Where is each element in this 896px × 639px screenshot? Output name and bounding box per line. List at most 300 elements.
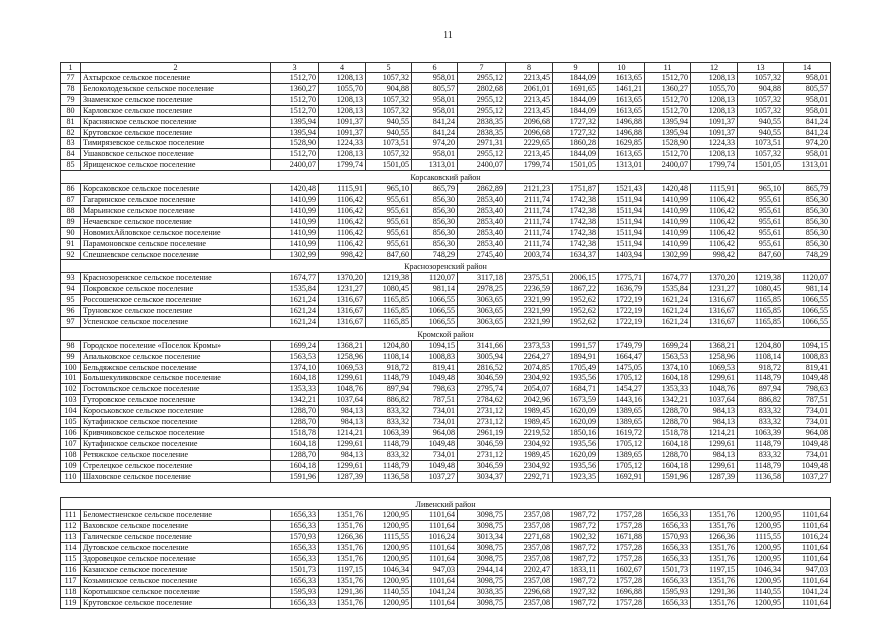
value-cell: 2111,74 [506, 216, 553, 227]
value-cell: 2955,12 [458, 105, 506, 116]
value-cell: 2853,40 [458, 227, 506, 238]
value-cell: 1410,99 [645, 205, 691, 216]
row-number: 78 [61, 83, 81, 94]
value-cell: 1080,45 [366, 284, 412, 295]
value-cell: 1512,70 [645, 73, 691, 84]
column-number-cell: 10 [599, 63, 645, 73]
value-cell: 1844,09 [553, 94, 599, 105]
value-cell: 1620,09 [553, 417, 599, 428]
value-cell: 833,32 [366, 449, 412, 460]
value-cell: 1219,38 [366, 273, 412, 284]
row-number: 115 [61, 554, 81, 565]
value-cell: 3098,75 [458, 597, 506, 608]
value-cell: 1115,91 [319, 184, 366, 195]
value-cell: 1049,48 [784, 373, 831, 384]
value-cell: 1313,01 [599, 160, 645, 171]
value-cell: 1140,55 [738, 586, 784, 597]
settlement-name: Корсаковское сельское поселение [81, 184, 271, 195]
value-cell: 1629,85 [599, 138, 645, 149]
value-cell: 1106,42 [691, 238, 738, 249]
value-cell: 2111,74 [506, 238, 553, 249]
value-cell: 1041,24 [412, 586, 458, 597]
value-cell: 1208,13 [319, 94, 366, 105]
value-cell: 2357,08 [506, 597, 553, 608]
value-cell: 1989,45 [506, 406, 553, 417]
value-cell: 1636,79 [599, 284, 645, 295]
value-cell: 856,30 [412, 194, 458, 205]
value-cell: 958,01 [784, 105, 831, 116]
value-cell: 1066,55 [412, 295, 458, 306]
value-cell: 1420,48 [645, 184, 691, 195]
value-cell: 1722,19 [599, 295, 645, 306]
value-cell: 1512,70 [271, 149, 319, 160]
value-cell: 1368,21 [691, 340, 738, 351]
value-cell: 1699,24 [271, 340, 319, 351]
value-cell: 1057,32 [738, 73, 784, 84]
value-cell: 1049,48 [412, 438, 458, 449]
value-cell: 1691,65 [553, 83, 599, 94]
value-cell: 1902,32 [553, 532, 599, 543]
value-cell: 886,82 [738, 395, 784, 406]
value-cell: 2745,40 [458, 249, 506, 260]
value-cell: 1501,73 [271, 564, 319, 575]
value-cell: 1749,79 [599, 340, 645, 351]
value-cell: 955,61 [366, 194, 412, 205]
value-cell: 1512,70 [645, 105, 691, 116]
value-cell: 1091,37 [691, 116, 738, 127]
value-cell: 965,10 [366, 184, 412, 195]
value-cell: 2006,15 [553, 273, 599, 284]
settlement-name: Коротышское сельское поселение [81, 586, 271, 597]
row-number: 114 [61, 543, 81, 554]
value-cell: 1952,62 [553, 306, 599, 317]
value-cell: 1200,95 [738, 575, 784, 586]
value-cell: 856,30 [412, 238, 458, 249]
settlement-name: Ретяжское сельское поселение [81, 449, 271, 460]
value-cell: 1208,13 [319, 73, 366, 84]
value-cell: 1288,70 [271, 406, 319, 417]
value-cell: 2955,12 [458, 149, 506, 160]
value-cell: 1055,70 [319, 83, 366, 94]
row-number: 101 [61, 373, 81, 384]
value-cell: 1063,39 [366, 428, 412, 439]
value-cell: 1200,95 [366, 554, 412, 565]
settlement-name: Казанское сельское поселение [81, 564, 271, 575]
table-row [61, 340, 831, 351]
column-number-cell: 3 [271, 63, 319, 73]
value-cell: 1844,09 [553, 149, 599, 160]
value-cell: 787,51 [784, 395, 831, 406]
settlement-name: Дутовское сельское поселение [81, 543, 271, 554]
value-cell: 1989,45 [506, 449, 553, 460]
value-cell: 3098,75 [458, 575, 506, 586]
value-cell: 1850,16 [553, 428, 599, 439]
value-cell: 1066,55 [784, 316, 831, 327]
value-cell: 1136,58 [366, 471, 412, 482]
value-cell: 1214,21 [691, 428, 738, 439]
settlement-name: Ярищенское сельское поселение [81, 160, 271, 171]
value-cell: 1674,77 [271, 273, 319, 284]
row-number: 98 [61, 340, 81, 351]
value-cell: 1136,58 [738, 471, 784, 482]
value-cell: 2373,53 [506, 340, 553, 351]
value-cell: 1073,51 [738, 138, 784, 149]
value-cell: 2236,59 [506, 284, 553, 295]
settlement-name: Беломестненское сельское поселение [81, 510, 271, 521]
value-cell: 1656,33 [271, 554, 319, 565]
value-cell: 1316,67 [319, 295, 366, 306]
row-number: 109 [61, 460, 81, 471]
column-number-cell: 6 [412, 63, 458, 73]
value-cell: 819,41 [412, 362, 458, 373]
value-cell: 1673,59 [553, 395, 599, 406]
value-cell: 2853,40 [458, 205, 506, 216]
value-cell: 2096,68 [506, 127, 553, 138]
value-cell: 1313,01 [784, 160, 831, 171]
value-cell: 1106,42 [319, 227, 366, 238]
value-cell: 984,13 [691, 449, 738, 460]
settlement-name: Здоровецкое сельское поселение [81, 554, 271, 565]
value-cell: 1299,61 [319, 460, 366, 471]
value-cell: 897,94 [366, 384, 412, 395]
value-cell: 1351,76 [691, 597, 738, 608]
value-cell: 1501,05 [366, 160, 412, 171]
value-cell: 958,01 [412, 94, 458, 105]
value-cell: 2213,45 [506, 105, 553, 116]
value-cell: 1894,91 [553, 351, 599, 362]
value-cell: 3063,65 [458, 306, 506, 317]
value-cell: 1604,18 [271, 438, 319, 449]
value-cell: 1742,38 [553, 238, 599, 249]
value-cell: 1844,09 [553, 73, 599, 84]
table-row [61, 94, 831, 105]
value-cell: 958,01 [412, 73, 458, 84]
table-row [61, 73, 831, 84]
row-number: 96 [61, 306, 81, 317]
settlement-name: Тимирязевское сельское поселение [81, 138, 271, 149]
value-cell: 1844,09 [553, 105, 599, 116]
settlement-name: Гуторовское сельское поселение [81, 395, 271, 406]
value-cell: 1208,13 [691, 73, 738, 84]
value-cell: 2816,52 [458, 362, 506, 373]
row-number: 105 [61, 417, 81, 428]
value-cell: 1219,38 [738, 273, 784, 284]
value-cell: 1987,72 [553, 543, 599, 554]
value-cell: 1208,13 [319, 149, 366, 160]
value-cell: 1634,37 [553, 249, 599, 260]
table-row [61, 205, 831, 216]
value-cell: 2202,47 [506, 564, 553, 575]
gap-cell [61, 482, 831, 497]
value-cell: 1351,76 [319, 575, 366, 586]
value-cell: 981,14 [412, 284, 458, 295]
district-header-row [61, 327, 831, 340]
value-cell: 1518,78 [271, 428, 319, 439]
value-cell: 856,30 [412, 205, 458, 216]
value-cell: 1200,95 [366, 510, 412, 521]
value-cell: 1101,64 [784, 554, 831, 565]
district-title: Кромской район [61, 327, 831, 340]
value-cell: 2213,45 [506, 94, 553, 105]
value-cell: 2111,74 [506, 227, 553, 238]
value-cell: 3098,75 [458, 510, 506, 521]
value-cell: 1115,55 [738, 532, 784, 543]
value-cell: 1757,28 [599, 575, 645, 586]
settlement-name: Городское поселение «Поселок Кромы» [81, 340, 271, 351]
district-header-row [61, 497, 831, 510]
value-cell: 1351,76 [691, 575, 738, 586]
value-cell: 1410,99 [645, 227, 691, 238]
value-cell: 1656,33 [645, 543, 691, 554]
district-header-row [61, 260, 831, 273]
value-cell: 1656,33 [645, 521, 691, 532]
column-number-cell: 8 [506, 63, 553, 73]
value-cell: 819,41 [784, 362, 831, 373]
value-cell: 955,61 [738, 216, 784, 227]
table-row [61, 575, 831, 586]
value-cell: 1987,72 [553, 510, 599, 521]
value-cell: 2357,08 [506, 554, 553, 565]
value-cell: 1757,28 [599, 554, 645, 565]
value-cell: 1656,33 [645, 575, 691, 586]
column-number-cell: 9 [553, 63, 599, 73]
settlement-name: Спешневское сельское поселение [81, 249, 271, 260]
value-cell: 918,72 [738, 362, 784, 373]
value-cell: 2304,92 [506, 373, 553, 384]
value-cell: 1208,13 [691, 105, 738, 116]
value-cell: 1258,96 [691, 351, 738, 362]
value-cell: 2357,08 [506, 543, 553, 554]
value-cell: 798,63 [784, 384, 831, 395]
column-number-cell: 7 [458, 63, 506, 73]
value-cell: 1165,85 [366, 306, 412, 317]
value-cell: 3034,37 [458, 471, 506, 482]
settlement-name: Кутафинское сельское поселение [81, 417, 271, 428]
value-cell: 1395,94 [645, 116, 691, 127]
value-cell: 3141,66 [458, 340, 506, 351]
value-cell: 984,13 [319, 417, 366, 428]
value-cell: 1200,95 [738, 543, 784, 554]
value-cell: 2111,74 [506, 205, 553, 216]
value-cell: 3117,18 [458, 273, 506, 284]
value-cell: 998,42 [319, 249, 366, 260]
value-cell: 1410,99 [645, 216, 691, 227]
value-cell: 1057,32 [738, 105, 784, 116]
value-cell: 940,55 [366, 127, 412, 138]
value-cell: 734,01 [784, 406, 831, 417]
value-cell: 1410,99 [271, 227, 319, 238]
value-cell: 1351,76 [691, 510, 738, 521]
settlement-name: Большекуликовское сельское поселение [81, 373, 271, 384]
value-cell: 2400,07 [271, 160, 319, 171]
value-cell: 1148,79 [366, 373, 412, 384]
value-cell: 1208,13 [319, 105, 366, 116]
value-cell: 1656,33 [271, 510, 319, 521]
value-cell: 2271,68 [506, 532, 553, 543]
value-cell: 2400,07 [458, 160, 506, 171]
table-row [61, 316, 831, 327]
row-number: 102 [61, 384, 81, 395]
value-cell: 1057,32 [366, 73, 412, 84]
value-cell: 1057,32 [366, 105, 412, 116]
value-cell: 1443,16 [599, 395, 645, 406]
value-cell: 3046,59 [458, 438, 506, 449]
value-cell: 974,20 [784, 138, 831, 149]
value-cell: 841,24 [784, 116, 831, 127]
section-gap [61, 482, 831, 497]
value-cell: 847,60 [738, 249, 784, 260]
value-cell: 1496,88 [599, 127, 645, 138]
value-cell: 1389,65 [599, 417, 645, 428]
row-number: 106 [61, 428, 81, 439]
settlement-name: Россошенское сельское поселение [81, 295, 271, 306]
row-number: 85 [61, 160, 81, 171]
value-cell: 1613,65 [599, 73, 645, 84]
value-cell: 3013,34 [458, 532, 506, 543]
value-cell: 1101,64 [784, 543, 831, 554]
value-cell: 2862,89 [458, 184, 506, 195]
settlement-name: Карловское сельское поселение [81, 105, 271, 116]
value-cell: 2213,45 [506, 149, 553, 160]
value-cell: 1935,56 [553, 460, 599, 471]
value-cell: 1106,42 [319, 238, 366, 249]
value-cell: 856,30 [784, 238, 831, 249]
value-cell: 1621,24 [271, 316, 319, 327]
value-cell: 3046,59 [458, 460, 506, 471]
value-cell: 1656,33 [271, 597, 319, 608]
value-cell: 2213,45 [506, 73, 553, 84]
settlement-name: Марьинское сельское поселение [81, 205, 271, 216]
value-cell: 1049,48 [784, 460, 831, 471]
value-cell: 1692,91 [599, 471, 645, 482]
value-cell: 1101,64 [412, 543, 458, 554]
table-row [61, 351, 831, 362]
value-cell: 1563,53 [645, 351, 691, 362]
table-row [61, 543, 831, 554]
table-row [61, 586, 831, 597]
value-cell: 1106,42 [319, 194, 366, 205]
value-cell: 1091,37 [319, 116, 366, 127]
value-cell: 787,51 [412, 395, 458, 406]
page-number: 11 [443, 30, 453, 41]
table-row [61, 554, 831, 565]
value-cell: 2003,74 [506, 249, 553, 260]
value-cell: 1867,22 [553, 284, 599, 295]
value-cell: 918,72 [366, 362, 412, 373]
district-header-row [61, 171, 831, 184]
row-number: 118 [61, 586, 81, 597]
value-cell: 2853,40 [458, 216, 506, 227]
row-number: 113 [61, 532, 81, 543]
value-cell: 2731,12 [458, 449, 506, 460]
table-row [61, 406, 831, 417]
value-cell: 1313,01 [412, 160, 458, 171]
row-number: 92 [61, 249, 81, 260]
value-cell: 1299,61 [691, 373, 738, 384]
value-cell: 955,61 [366, 227, 412, 238]
value-cell: 1080,45 [738, 284, 784, 295]
value-cell: 1403,94 [599, 249, 645, 260]
value-cell: 1705,12 [599, 438, 645, 449]
settlement-name: Гагаринское сельское поселение [81, 194, 271, 205]
value-cell: 805,57 [412, 83, 458, 94]
value-cell: 1475,05 [599, 362, 645, 373]
table-row [61, 362, 831, 373]
value-cell: 1057,32 [366, 149, 412, 160]
value-cell: 1570,93 [645, 532, 691, 543]
value-cell: 1775,71 [599, 273, 645, 284]
value-cell: 1231,27 [319, 284, 366, 295]
value-cell: 1501,05 [738, 160, 784, 171]
value-cell: 1420,48 [271, 184, 319, 195]
value-cell: 1094,15 [784, 340, 831, 351]
value-cell: 1140,55 [366, 586, 412, 597]
table-row [61, 127, 831, 138]
value-cell: 1057,32 [366, 94, 412, 105]
value-cell: 1115,55 [366, 532, 412, 543]
value-cell: 1602,67 [599, 564, 645, 575]
value-cell: 734,01 [784, 449, 831, 460]
value-cell: 958,01 [412, 105, 458, 116]
value-cell: 1613,65 [599, 149, 645, 160]
value-cell: 1512,70 [271, 105, 319, 116]
row-number: 116 [61, 564, 81, 575]
value-cell: 964,08 [784, 428, 831, 439]
value-cell: 1935,56 [553, 438, 599, 449]
settlement-name: Козьминское сельское поселение [81, 575, 271, 586]
value-cell: 1987,72 [553, 575, 599, 586]
value-cell: 1512,70 [645, 149, 691, 160]
value-cell: 1351,76 [319, 510, 366, 521]
value-cell: 1353,33 [271, 384, 319, 395]
value-cell: 958,01 [412, 149, 458, 160]
value-cell: 3063,65 [458, 316, 506, 327]
settlement-name: Покровское сельское поселение [81, 284, 271, 295]
value-cell: 1833,11 [553, 564, 599, 575]
value-cell: 1595,93 [645, 586, 691, 597]
value-cell: 1016,24 [784, 532, 831, 543]
settlement-name: Короськовское сельское поселение [81, 406, 271, 417]
value-cell: 1224,33 [319, 138, 366, 149]
value-cell: 1287,39 [319, 471, 366, 482]
table-row [61, 83, 831, 94]
value-cell: 1656,33 [645, 510, 691, 521]
value-cell: 1037,27 [784, 471, 831, 482]
value-cell: 1613,65 [599, 94, 645, 105]
value-cell: 1148,79 [738, 373, 784, 384]
value-cell: 865,79 [412, 184, 458, 195]
value-cell: 1316,67 [319, 316, 366, 327]
value-cell: 1705,49 [553, 362, 599, 373]
row-number: 89 [61, 216, 81, 227]
row-number: 77 [61, 73, 81, 84]
table-row [61, 194, 831, 205]
value-cell: 1664,47 [599, 351, 645, 362]
value-cell: 1621,24 [645, 316, 691, 327]
value-cell: 1521,43 [599, 184, 645, 195]
value-cell: 2264,27 [506, 351, 553, 362]
value-cell: 1008,83 [784, 351, 831, 362]
value-cell: 2042,96 [506, 395, 553, 406]
value-cell: 2853,40 [458, 194, 506, 205]
value-cell: 3063,65 [458, 295, 506, 306]
table-row [61, 138, 831, 149]
value-cell: 1200,95 [738, 521, 784, 532]
value-cell: 1165,85 [366, 295, 412, 306]
value-cell: 1410,99 [645, 238, 691, 249]
table-row [61, 532, 831, 543]
value-cell: 1518,78 [645, 428, 691, 439]
